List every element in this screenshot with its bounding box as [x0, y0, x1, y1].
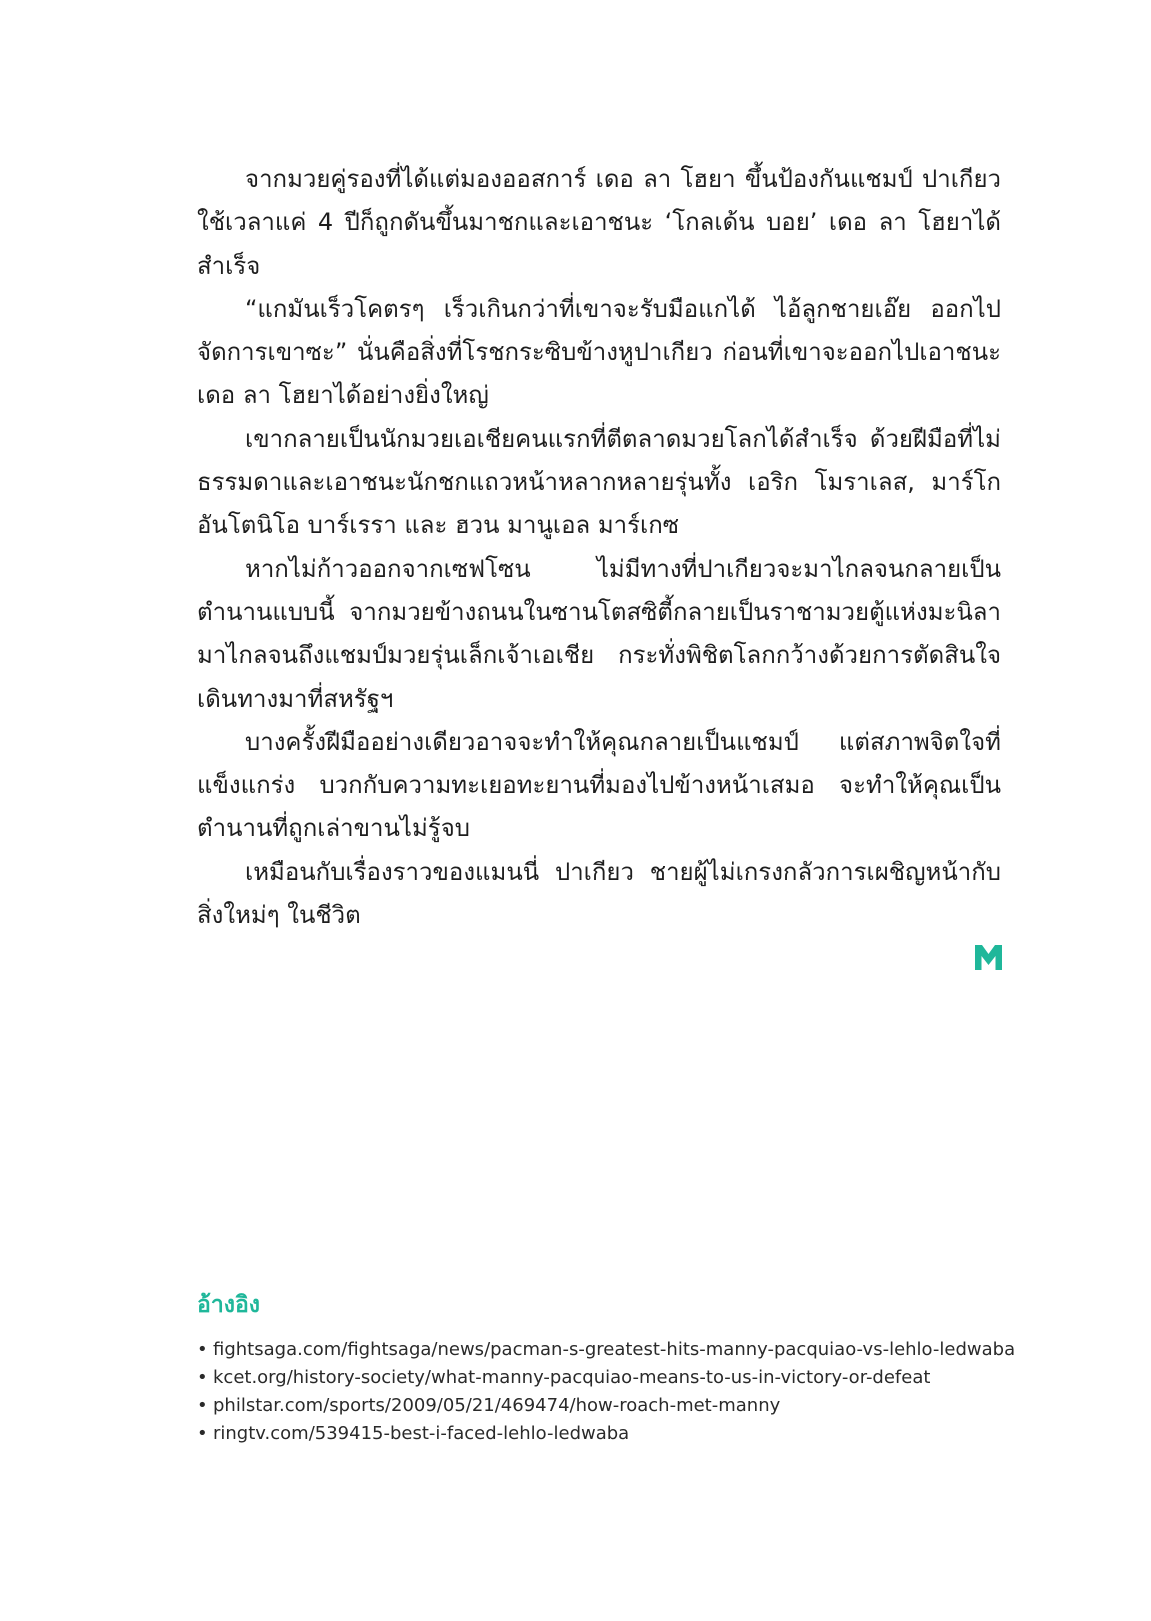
- reference-item: [197, 1392, 1017, 1420]
- paragraph: “แกมันเร็วโคตรๆ เร็วเกินกว่าที่เขาจะรับมือแกได้ ไอ้ลูกชายเอ๊ย ออกไปจัดการเขาซะ” นั่นคือสิ่งที่โรชกระซิบข้างหูปาเกียว ก่อนที่เขาจะออกไปเอาชนะเดอ ลา โฮยาได้อย่างยิ่งใหญ่: [197, 294, 1001, 410]
- paragraph: เขากลายเป็นนักมวยเอเชียคนแรกที่ตีตลาดมวยโลกได้สำเร็จ ด้วยฝีมือที่ไม่ธรรมดาและเอาชนะนักชกแถวหน้าหลากหลายรุ่นทั้ง เอริก โมราเลส, มาร์โก อันโตนิโอ บาร์เรรา และ ฮวน มานูเอล มาร์เกซ: [197, 424, 1001, 540]
- reference-item: [197, 1420, 1017, 1448]
- paragraph: บางครั้งฝีมืออย่างเดียวอาจจะทำให้คุณกลายเป็นแชมป์ แต่สภาพจิตใจที่แข็งแกร่ง บวกกับความทะเยอทะยานที่มองไปข้างหน้าเสมอ จะทำให้คุณเป็นตำนานที่ถูกเล่าขานไม่รู้จบ: [197, 727, 1001, 843]
- bullet: •: [197, 1395, 208, 1416]
- bullet: •: [197, 1367, 208, 1388]
- paragraph: จากมวยคู่รองที่ได้แต่มองออสการ์ เดอ ลา โฮยา ขึ้นป้องกันแชมป์ ปาเกียวใช้เวลาแค่ 4 ปีก็ถูกดันขึ้นมาชกและเอาชนะ ‘โกลเด้น บอย’ เดอ ลา โฮยาได้สำเร็จ: [197, 165, 1002, 280]
- reference-link: philstar.com/sports/2009/05/21/469474/how-roach-met-manny: [213, 1395, 781, 1416]
- reference-link: ringtv.com/539415-best-i-faced-lehlo-ledwaba: [213, 1423, 630, 1444]
- article-body: [197, 158, 1001, 937]
- reference-item: [197, 1336, 1017, 1364]
- m-logo-icon: [975, 945, 1002, 970]
- bullet: •: [197, 1423, 208, 1444]
- references-list: [197, 1336, 1017, 1448]
- reference-item: [197, 1364, 1017, 1392]
- reference-link: kcet.org/history-society/what-manny-pacquiao-means-to-us-in-victory-or-defeat: [213, 1367, 931, 1388]
- references-title: อ้างอิง: [197, 1292, 261, 1318]
- bullet: •: [197, 1339, 208, 1360]
- references-section: [197, 1290, 1017, 1448]
- reference-link: fightsaga.com/fightsaga/news/pacman-s-greatest-hits-manny-pacquiao-vs-lehlo-ledwaba: [213, 1339, 1016, 1360]
- paragraph: หากไม่ก้าวออกจากเซฟโซน ไม่มีทางที่ปาเกียวจะมาไกลจนกลายเป็นตำนานแบบนี้ จากมวยข้างถนนในซานโตสซิตี้กลายเป็นราชามวยตู้แห่งมะนิลา มาไกลจนถึงแชมป์มวยรุ่นเล็กเจ้าเอเชีย กระทั่งพิชิตโลกกว้างด้วยการตัดสินใจเดินทางมาที่สหรัฐฯ: [197, 554, 1001, 713]
- paragraph: เหมือนกับเรื่องราวของแมนนี่ ปาเกียว ชายผู้ไม่เกรงกลัวการเผชิญหน้ากับสิ่งใหม่ๆ ในชีวิต: [197, 857, 1001, 930]
